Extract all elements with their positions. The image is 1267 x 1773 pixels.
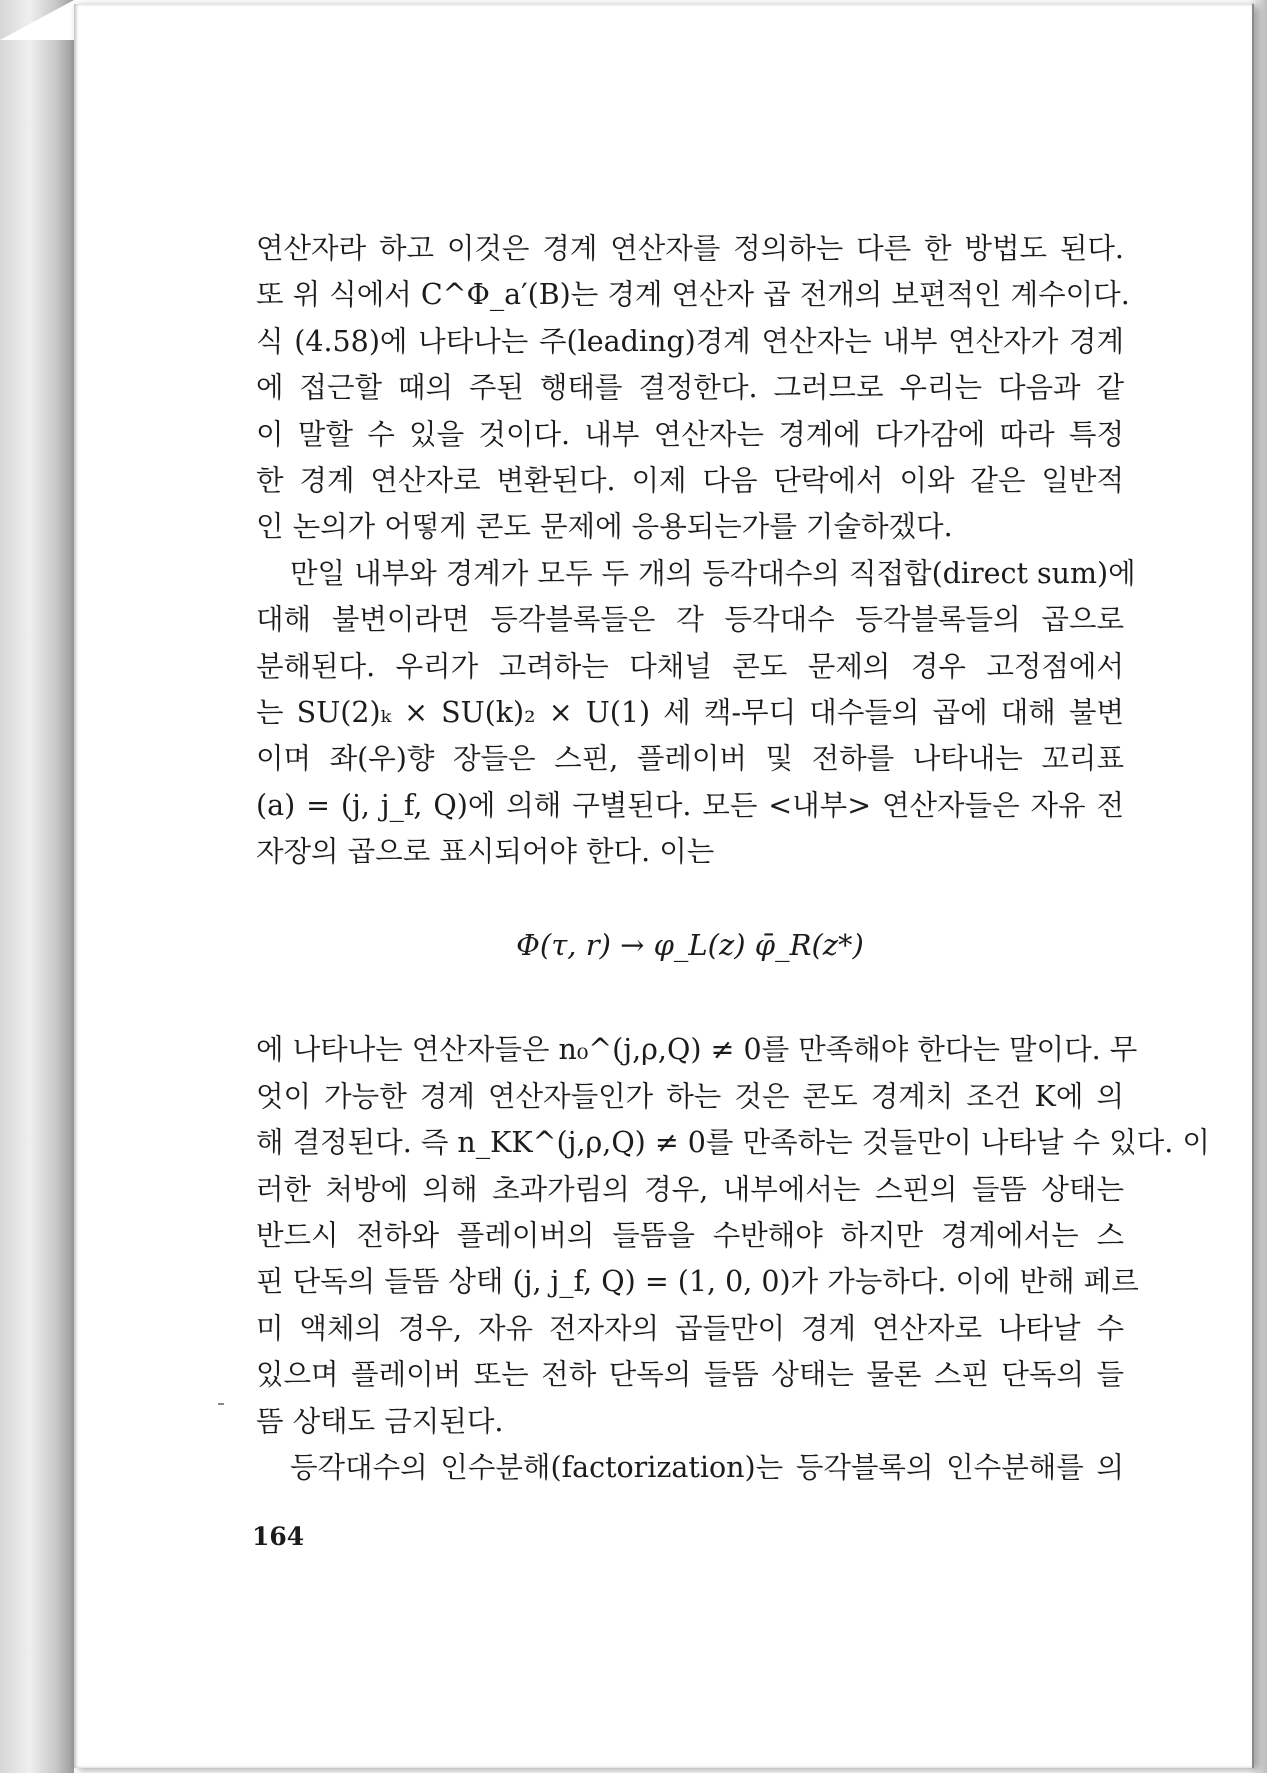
text-line: 등각대수의 인수분해(factorization)는 등각블록의 인수분해를 의	[290, 1450, 1124, 1484]
text-line: 한 경계 연산자로 변환된다. 이제 다음 단락에서 이와 같은 일반적	[256, 463, 1124, 497]
book-spine-edge	[0, 0, 74, 1773]
text-line: 분해된다. 우리가 고려하는 다채널 콘도 문제의 경우 고정점에서	[256, 649, 1124, 683]
paragraph	[256, 1445, 1124, 1491]
text-line: 뜸 상태도 금지된다.	[256, 1404, 504, 1438]
text-line: 식 (4.58)에 나타나는 주(leading)경계 연산자는 내부 연산자가 경계	[256, 324, 1124, 358]
text-line: 인 논의가 어떻게 콘도 문제에 응용되는가를 기술하겠다.	[256, 510, 953, 544]
text-line: 에 나타나는 연산자들은 n₀^(j,ρ,Q) ≠ 0를 만족해야 한다는 말이다. 무	[256, 1033, 1138, 1067]
text-line: 엇이 가능한 경계 연산자들인가 하는 것은 콘도 경계치 조건 K에 의	[256, 1079, 1124, 1113]
display-equation: Φ(τ, r) → φ_L(z) φ̄_R(z*)	[516, 928, 864, 963]
paragraph	[256, 551, 1136, 876]
text-line: 는 SU(2)ₖ × SU(k)₂ × U(1) 세 캑-무디 대수들의 곱에 대해 불변	[256, 695, 1124, 729]
text-line: 만일 내부와 경계가 모두 두 개의 등각대수의 직접합(direct sum)에	[290, 556, 1136, 590]
text-line: 반드시 전하와 플레이버의 들뜸을 수반해야 하지만 경계에서는 스	[256, 1219, 1124, 1253]
page-body	[256, 226, 1210, 1491]
paragraph	[256, 1027, 1210, 1445]
text-line: 자장의 곱으로 표시되어야 한다. 이는	[256, 835, 715, 869]
text-line: 해 결정된다. 즉 n_KK^(j,ρ,Q) ≠ 0를 만족하는 것들만이 나타날 수 있다. 이	[256, 1126, 1210, 1160]
text-line: 또 위 식에서 C^Φ_a′(B)는 경계 연산자 곱 전개의 보편적인 계수이다.	[256, 278, 1130, 312]
text-line: 이 말할 수 있을 것이다. 내부 연산자는 경계에 다가감에 따라 특정	[256, 417, 1124, 451]
text-line: 이며 좌(우)향 장들은 스핀, 플레이버 및 전하를 나타내는 꼬리표	[256, 742, 1124, 776]
text-line: 핀 단독의 들뜸 상태 (j, j_f, Q) = (1, 0, 0)가 가능하다. 이에 반해 페르	[256, 1265, 1139, 1299]
paragraph	[256, 226, 1130, 551]
text-line: 연산자라 하고 이것은 경계 연산자를 정의하는 다른 한 방법도 된다.	[256, 232, 1124, 265]
text-line: 러한 처방에 의해 초과가림의 경우, 내부에서는 스핀의 들뜸 상태는	[256, 1172, 1124, 1206]
text-line: 미 액체의 경우, 자유 전자자의 곱들만이 경계 연산자로 나타날 수	[256, 1311, 1124, 1345]
text-line: 에 접근할 때의 주된 행태를 결정한다. 그러므로 우리는 다음과 같	[256, 371, 1124, 405]
text-line: 대해 불변이라면 등각블록들은 각 등각대수 등각블록들의 곱으로	[256, 603, 1124, 637]
scan-mark	[218, 1403, 224, 1405]
text-line: (a) = (j, j_f, Q)에 의해 구별된다. 모든 <내부> 연산자들은 자유 전	[256, 788, 1124, 822]
page-number: 164	[252, 1522, 305, 1551]
text-line: 있으며 플레이버 또는 전하 단독의 들뜸 상태는 물론 스핀 단독의 들	[256, 1358, 1124, 1392]
